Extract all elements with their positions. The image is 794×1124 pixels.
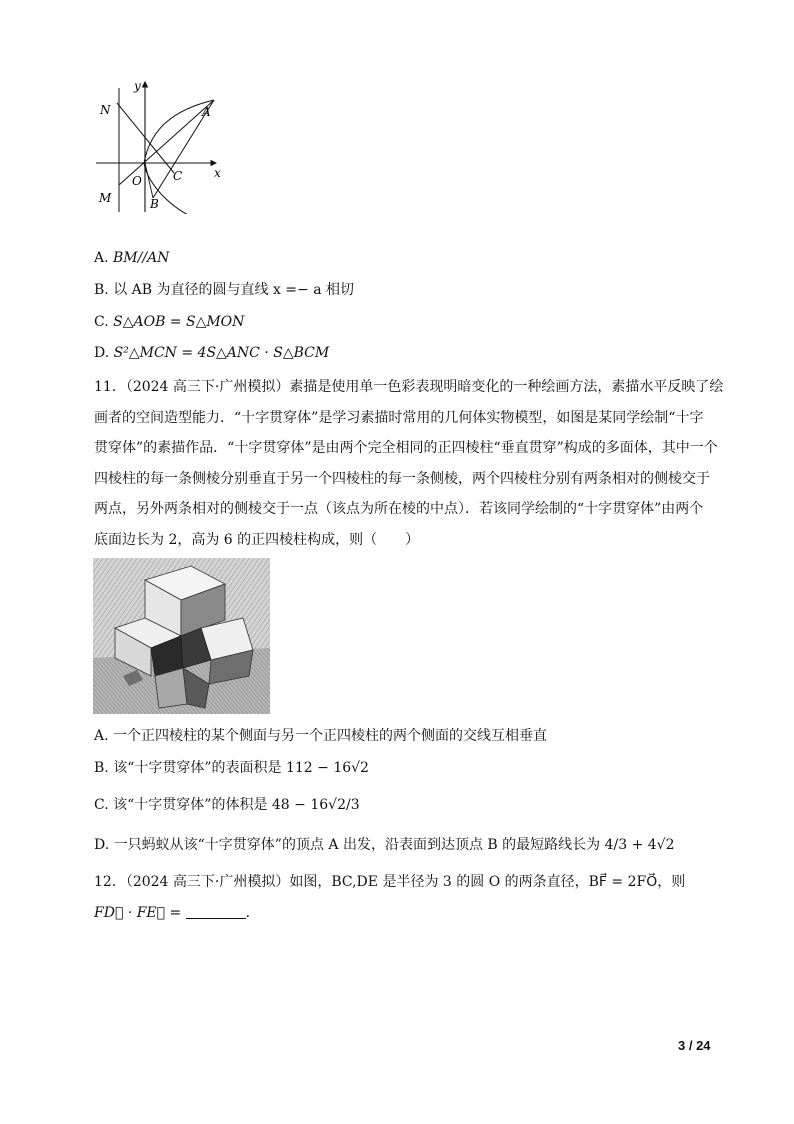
parabola-figure xyxy=(92,78,232,214)
q11-option-c xyxy=(94,795,360,815)
cross-solid-sketch-image xyxy=(93,558,270,714)
q10-option-c xyxy=(94,312,244,332)
q11-line: 画者的空间造型能力．“十字贯穿体”是学习素描时常用的几何体实物模型，如图是某同学绘制“十字 xyxy=(94,409,704,426)
label-O: O xyxy=(132,174,142,188)
q12-line: 12．（2024 高三下·广州模拟）如图，BC,DE 是半径为 3 的圆 O 的两条直径，BF⃗ = 2FO⃗，则 xyxy=(94,874,686,890)
q11-option-b xyxy=(94,758,369,778)
option-text: S△AOB = S△MON xyxy=(113,314,245,330)
label-y: y xyxy=(134,79,141,93)
q12-answer-line xyxy=(94,903,250,923)
option-text: 以 AB 为直径的圆与直线 x =− a 相切 xyxy=(113,282,355,298)
line-B-origin xyxy=(145,163,153,198)
q11-line: 11．（2024 高三下·广州模拟）素描是使用单一色彩表现明暗变化的一种绘画方法，素描水平反映了绘 xyxy=(94,379,724,395)
q10-option-a xyxy=(94,248,169,268)
option-letter: C. xyxy=(94,314,109,330)
option-letter: D. xyxy=(94,345,110,361)
option-letter: A. xyxy=(94,250,109,266)
q11-option-d xyxy=(94,835,675,855)
q11-line: 四棱柱的每一条侧棱分别垂直于另一个四棱柱的每一条侧棱，两个四棱柱分别有两条相对的侧棱交于 xyxy=(94,470,710,487)
q11-stem xyxy=(94,372,724,555)
label-M: M xyxy=(99,191,112,205)
q12-end: . xyxy=(245,905,251,921)
q11-line: 两点，另外两条相对的侧棱交于一点（该点为所在棱的中点）．若该同学绘制的“十字贯穿体”由两个 xyxy=(94,501,704,517)
label-B: B xyxy=(150,197,159,211)
label-C: C xyxy=(173,169,183,183)
q12-expression: FD⃗ · FE⃗ = xyxy=(94,905,182,921)
label-x: x xyxy=(214,166,221,180)
answer-blank[interactable] xyxy=(186,904,246,919)
label-A: A xyxy=(202,105,211,119)
option-text: S²△MCN = 4S△ANC · S△BCM xyxy=(113,345,330,361)
option-letter: B. xyxy=(94,760,109,776)
option-letter: B. xyxy=(94,282,109,298)
option-text: 一只蚂蚁从该“十字贯穿体”的顶点 A 出发，沿表面到达顶点 B 的最短路线长为 4/3 + 4√2 xyxy=(113,837,675,853)
option-text: 该“十字贯穿体”的表面积是 112 − 16√2 xyxy=(113,760,369,776)
label-N: N xyxy=(100,103,111,117)
page-number: 3 / 24 xyxy=(678,1038,711,1053)
q11-line: 贯穿体”的素描作品．“十字贯穿体”是由两个完全相同的正四棱柱“垂直贯穿”构成的多面体，其中一个 xyxy=(94,440,718,456)
option-text: 该“十字贯穿体”的体积是 48 − 16√2/3 xyxy=(113,797,360,813)
q10-option-b xyxy=(94,280,354,300)
q10-option-d xyxy=(94,343,329,363)
line-MA xyxy=(119,100,214,185)
option-letter: C. xyxy=(94,797,109,813)
option-text: 一个正四棱柱的某个侧面与另一个正四棱柱的两个侧面的交线互相垂直 xyxy=(113,728,548,744)
option-text: BM//AN xyxy=(113,250,170,266)
q11-option-a xyxy=(94,726,547,746)
option-letter: A. xyxy=(94,728,109,744)
option-letter: D. xyxy=(94,837,110,853)
q12-stem xyxy=(94,872,685,892)
q11-line: 底面边长为 2，高为 6 的正四棱柱构成，则（ ） xyxy=(94,531,420,548)
